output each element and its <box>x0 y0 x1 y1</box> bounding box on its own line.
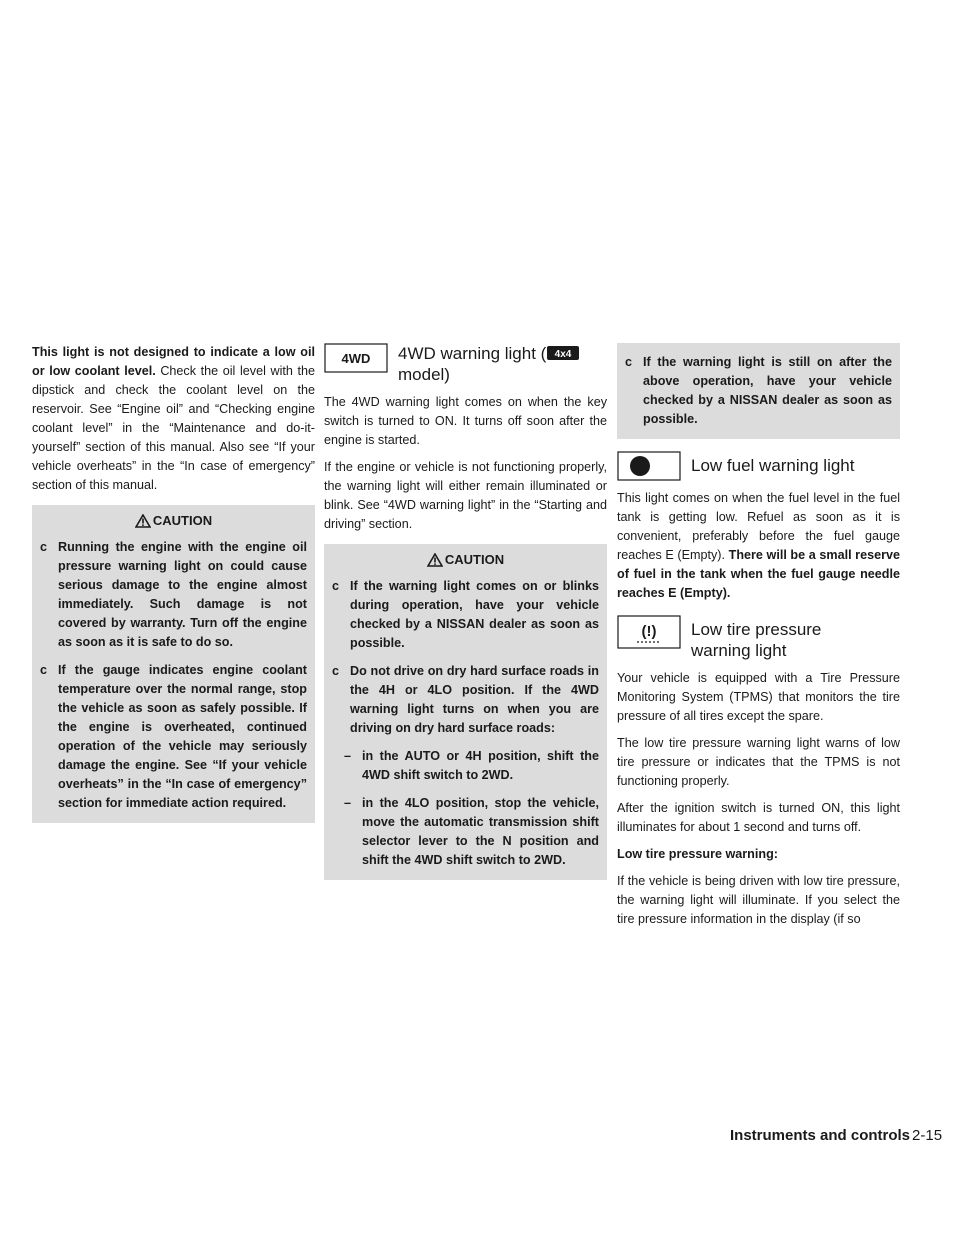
oil-coolant-paragraph <box>32 343 315 495</box>
fuel-heading-text: Low fuel warning light <box>691 456 855 475</box>
fuel-bold: There will be a small reserve of fuel in the tank when the fuel gauge needle reaches E (Empty). <box>617 548 901 600</box>
tire-heading-text: Low tire pressure warning light <box>691 620 822 660</box>
caution-box-engine <box>32 505 315 823</box>
tire-paragraph-3: After the ignition switch is turned ON, this light illuminates for about 1 second and turns off. <box>617 801 900 834</box>
warning-triangle-icon <box>427 553 443 567</box>
tire-sub-heading-text: Low tire pressure warning: <box>617 847 778 861</box>
caution-sub-item-text: in the AUTO or 4H position, shift the 4WD shift switch to 2WD. <box>362 749 599 782</box>
fuel-paragraph <box>617 489 900 603</box>
4x4-badge-label: 4x4 <box>554 349 572 360</box>
caution-item <box>332 577 599 653</box>
4wd-warning-icon <box>324 343 388 373</box>
4wd-heading-text <box>398 343 580 385</box>
4x4-badge-icon <box>546 345 580 361</box>
bullet-icon: c <box>332 664 340 678</box>
4wd-heading-part1: 4WD warning light ( <box>398 344 547 363</box>
dash-marker: – <box>344 796 352 810</box>
tire-paragraph-1: Your vehicle is equipped with a Tire Pressure Monitoring System (TPMS) that monitors the tire pressure of all tires except the spare. <box>617 671 900 723</box>
dash-marker: – <box>344 749 352 763</box>
fuel-text: This light comes on when the fuel level in the fuel tank is getting low. Refuel as soon as it is convenient, preferably before the fuel gauge reaches E (Empty). <box>617 491 900 562</box>
4wd-section-heading <box>324 343 607 385</box>
4wd-paragraph-1: The 4WD warning light comes on when the key switch is turned to ON. It turns off soon after the engine is started. <box>324 395 607 447</box>
middle-column <box>324 343 607 880</box>
caution-sub-item <box>332 794 599 870</box>
caution-sub-item-text: in the 4LO position, stop the vehicle, move the automatic transmission shift selector lever to the N position and shift the 4WD shift switch to 2WD. <box>362 796 599 867</box>
caution-item-text: If the warning light comes on or blinks during operation, have your vehicle checked by a NISSAN dealer as soon as possible. <box>350 579 599 650</box>
caution-item <box>332 662 599 738</box>
caution-item <box>625 353 892 429</box>
bullet-icon: c <box>625 355 633 369</box>
caution-heading <box>40 511 307 530</box>
oil-coolant-text: Check the oil level with the dipstick and check the coolant level on the reservoir. See “Engine oil” and “Checking engine coolant level” in the “Maintenance and do-it-yourself” section of this manual. Also see “If your vehicle overheats” in the “In case of emergency” section of this manual. <box>32 364 315 492</box>
caution-item-text: If the gauge indicates engine coolant temperature over the normal range, stop the vehicle as soon as safely possible. If the engine is overheated, continued operation of the vehicle may seriously damage the engine. See “If your vehicle overheats” in the “In case of emergency” section for immediate action required. <box>58 663 307 810</box>
warning-triangle-icon <box>135 514 151 528</box>
tire-sub-heading <box>617 845 900 864</box>
4wd-paragraph-2: If the engine or vehicle is not functioning properly, the warning light will either remain illuminated or blink. See “4WD warning light” in the “Starting and driving” section. <box>324 460 607 531</box>
caution-item-text: Do not drive on dry hard surface roads in the 4H or 4LO position. If the 4WD warning light turns on when you are driving on dry hard surface roads: <box>350 664 599 735</box>
left-column <box>32 343 315 823</box>
page-footer <box>730 1126 943 1145</box>
caution-box-continued <box>617 343 900 439</box>
right-column <box>617 343 900 937</box>
caution-heading <box>332 550 599 569</box>
fuel-warning-icon <box>617 451 681 481</box>
bullet-icon: c <box>40 663 48 677</box>
footer-section-name: Instruments and controls <box>730 1127 911 1144</box>
caution-item <box>40 661 307 813</box>
4wd-icon-label: 4WD <box>341 351 371 366</box>
caution-title: CAUTION <box>444 552 505 567</box>
caution-item-text: Running the engine with the engine oil pressure warning light on could cause serious damage to the engine almost immediately. Such damage is not covered by warranty. Turn off the engine as soon as it is safe to do so. <box>58 540 307 649</box>
caution-sub-item <box>332 747 599 785</box>
tire-section-heading <box>617 615 900 661</box>
caution-item <box>40 538 307 652</box>
fuel-section-heading <box>617 451 900 481</box>
tire-paragraph-4: If the vehicle is being driven with low tire pressure, the warning light will illuminate. If you select the tire pressure information in the display (if so <box>617 874 900 926</box>
page-number: 2-15 <box>912 1127 943 1144</box>
caution-box-4wd <box>324 544 607 880</box>
caution-title: CAUTION <box>152 513 213 528</box>
caution-item-text: If the warning light is still on after the above operation, have your vehicle checked by a NISSAN dealer as soon as possible. <box>643 355 892 426</box>
tire-paragraph-2: The low tire pressure warning light warns of low tire pressure or indicates that the TPMS is not functioning properly. <box>617 736 900 788</box>
tire-pressure-icon-glyph: (!) <box>641 623 657 640</box>
bullet-icon: c <box>332 579 340 593</box>
4wd-heading-part2: model) <box>398 365 450 384</box>
oil-coolant-bold: This light is not designed to indicate a low oil or low coolant level. <box>32 345 315 378</box>
bullet-icon: c <box>40 540 48 554</box>
tire-pressure-icon <box>617 615 681 649</box>
